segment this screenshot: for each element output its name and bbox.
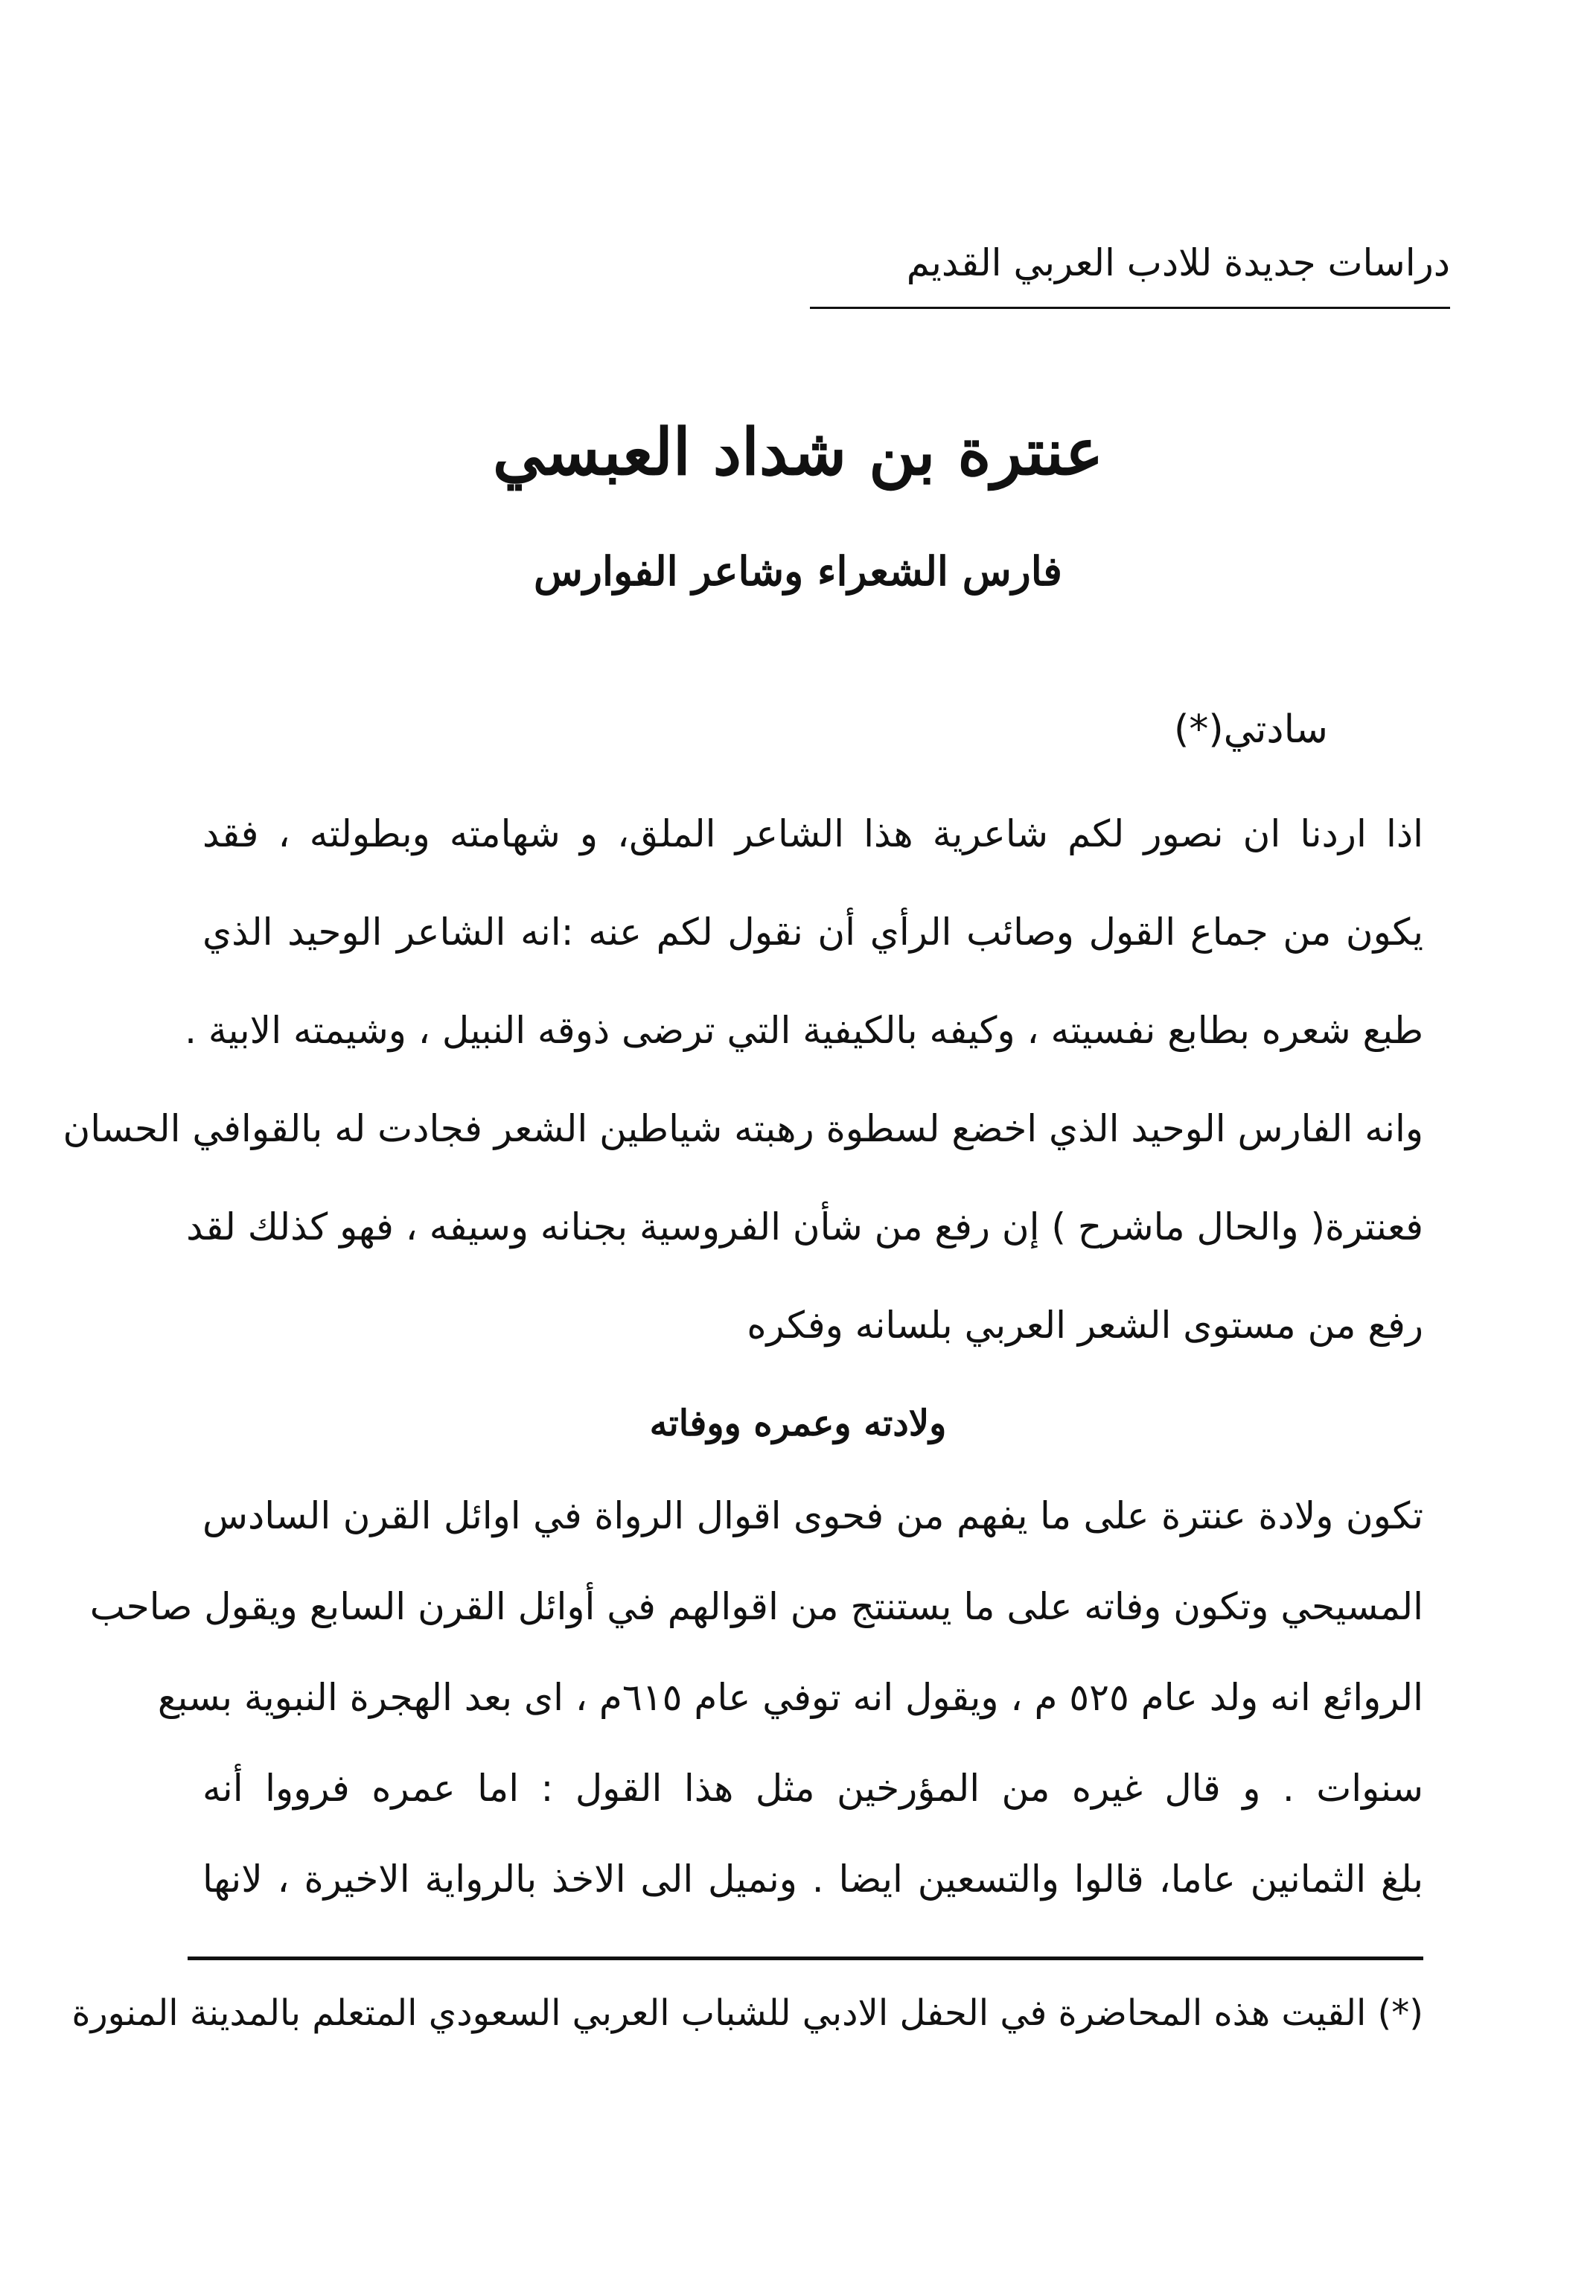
section-line-3: الروائع انه ولد عام ٥٢٥ م ، ويقول انه توفي عام ٦١٥م ، اى بعد الهجرة النبوية بسبع <box>157 1676 1423 1719</box>
section-line-2: المسيحي وتكون وفاته على ما يستنتج من اقوالهم في أوائل القرن السابع ويقول صاحب <box>89 1585 1423 1628</box>
intro-line-4: وانه الفارس الوحيد الذي اخضع لسطوة رهبته شياطين الشعر فجادت له بالقوافي الحسان <box>63 1107 1423 1150</box>
intro-line-1: اذا اردنا ان نصور لكم شاعرية هذا الشاعر الملق، و شهامته وبطولته ، فقد <box>202 812 1423 855</box>
running-header: دراسات جديدة للادب العربي القديم <box>906 241 1450 284</box>
intro-line-2: يكون من جماع القول وصائب الرأي أن نقول لكم عنه :انه الشاعر الوحيد الذي <box>202 911 1423 954</box>
intro-line-5: فعنترة( والحال ماشرح ) إن رفع من شأن الفروسية بجنانه وسيفه ، فهو كذلك لقد <box>186 1205 1423 1249</box>
article-title: عنترة بن شداد العبسي <box>492 415 1104 490</box>
footnote-rule <box>188 1957 1423 1960</box>
header-rule <box>810 307 1450 309</box>
section-line-1: تكون ولادة عنترة على ما يفهم من فحوى اقوال الرواة في اوائل القرن السادس <box>202 1494 1423 1537</box>
intro-line-3: طبع شعره بطابع نفسيته ، وكيفه بالكيفية التي ترضى ذوقه النبيل ، وشيمته الابية . <box>185 1009 1423 1052</box>
section-line-4: سنوات . و قال غيره من المؤرخين مثل هذا القول : اما عمره فرووا أنه <box>202 1767 1423 1810</box>
salutation: سادتي(*) <box>1174 707 1328 752</box>
footnote: (*) القيت هذه المحاضرة في الحفل الادبي للشباب العربي السعودي المتعلم بالمدينة المنورة <box>71 1992 1423 2034</box>
intro-line-6: رفع من مستوى الشعر العربي بلسانه وفكره <box>747 1304 1423 1347</box>
section-heading: ولادته وعمره ووفاته <box>649 1403 947 1444</box>
article-subtitle: فارس الشعراء وشاعر الفوارس <box>534 547 1062 595</box>
section-line-5: بلغ الثمانين عاما، قالوا والتسعين ايضا . ونميل الى الاخذ بالرواية الاخيرة ، لانها <box>202 1857 1423 1901</box>
